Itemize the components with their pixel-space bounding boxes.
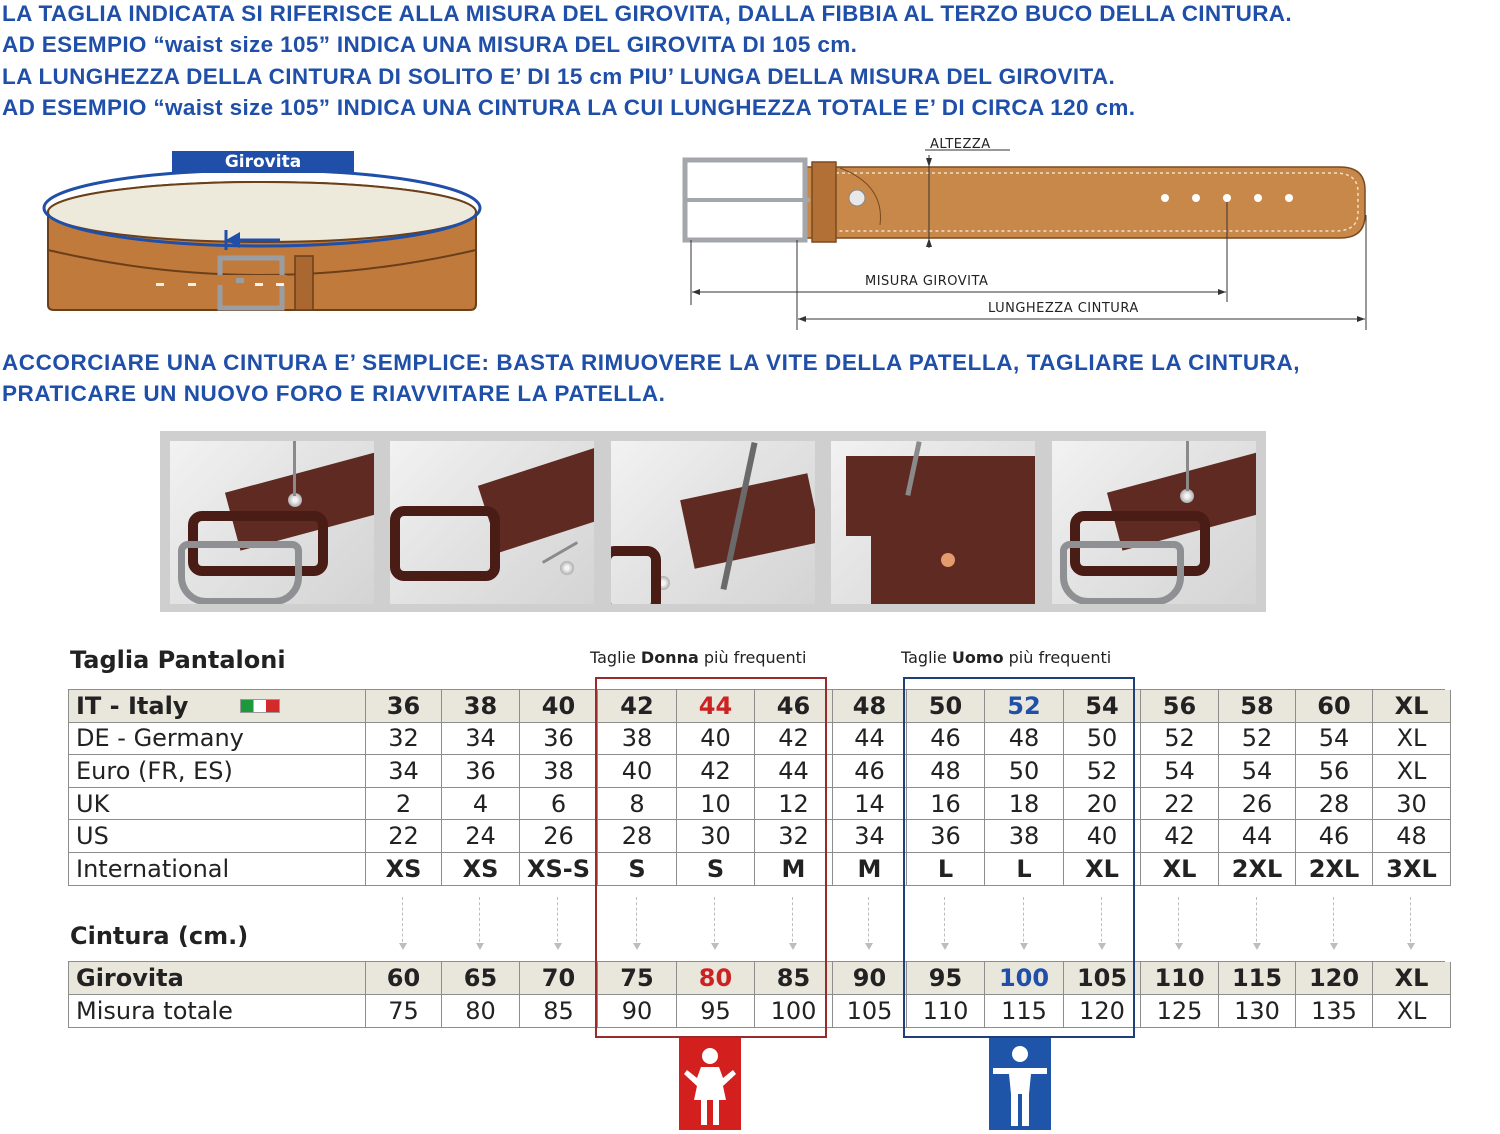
table-cell: XL	[1373, 723, 1451, 756]
down-arrow-icon	[1410, 897, 1411, 947]
down-arrow-icon	[792, 897, 793, 947]
row-label	[69, 755, 366, 788]
arrow-head-icon	[633, 943, 641, 950]
table-cell: 65	[442, 962, 520, 995]
table-cell: 36	[907, 820, 985, 853]
intro-line-1: LA TAGLIA INDICATA SI RIFERISCE ALLA MISURA DEL GIROVITA, DALLA FIBBIA AL TERZO BUCO DELLA CINTURA.	[2, 1, 1293, 26]
table-cell: 50	[985, 755, 1064, 788]
table-cell: 44	[677, 690, 755, 723]
table-cell: 95	[677, 995, 755, 1028]
table-cell: 38	[598, 723, 677, 756]
table-cell: M	[833, 853, 907, 886]
row-label-text: Euro (FR, ES)	[76, 756, 233, 785]
row-label	[69, 690, 366, 723]
table-cell: 36	[442, 755, 520, 788]
table-cell: 54	[1141, 755, 1219, 788]
row-label	[69, 853, 366, 886]
down-arrow-icon	[402, 897, 403, 947]
table-cell: 36	[520, 723, 598, 756]
row-label-text: Misura totale	[76, 997, 233, 1025]
table-cell: 46	[1296, 820, 1373, 853]
table-cell: 20	[1064, 788, 1141, 821]
step-photo-4	[831, 441, 1035, 604]
table-cell: 100	[755, 995, 833, 1028]
down-arrow-icon	[1256, 897, 1257, 947]
table-cell: 48	[907, 755, 985, 788]
table-cell: L	[907, 853, 985, 886]
table-cell: 38	[442, 690, 520, 723]
down-arrow-icon	[1023, 897, 1024, 947]
table-cell: 4	[442, 788, 520, 821]
table-cell: XL	[1064, 853, 1141, 886]
table-cell: 105	[1064, 962, 1141, 995]
table-cell: 58	[1219, 690, 1296, 723]
table-cell: 52	[1064, 755, 1141, 788]
table-cell: 26	[520, 820, 598, 853]
arrow-head-icon	[1098, 943, 1106, 950]
table-cell: 44	[833, 723, 907, 756]
arrow-head-icon	[476, 943, 484, 950]
table-cell: 22	[366, 820, 442, 853]
table-cell: L	[985, 853, 1064, 886]
row-label	[69, 788, 366, 821]
row-label-text: International	[76, 854, 230, 883]
table-cell: 90	[598, 995, 677, 1028]
table-cell: 54	[1219, 755, 1296, 788]
table-cell: 34	[442, 723, 520, 756]
shorten-line-2: PRATICARE UN NUOVO FORO E RIAVVITARE LA PATELLA.	[2, 381, 666, 406]
table-cell: 38	[520, 755, 598, 788]
intro-line-3: LA LUNGHEZZA DELLA CINTURA DI SOLITO E’ DI 15 cm PIU’ LUNGA DELLA MISURA DEL GIROVITA.	[2, 64, 1116, 89]
table-cell: 14	[833, 788, 907, 821]
arrow-head-icon	[1253, 943, 1261, 950]
row-label-text: US	[76, 822, 109, 851]
table-cell: 30	[677, 820, 755, 853]
table-cell: 32	[366, 723, 442, 756]
table-cell: XL	[1373, 962, 1451, 995]
row-label	[69, 820, 366, 853]
table-cell: 75	[366, 995, 442, 1028]
table-cell: 80	[677, 962, 755, 995]
intro-line-2: AD ESEMPIO “waist size 105” INDICA UNA MISURA DEL GIROVITA DI 105 cm.	[2, 32, 858, 57]
table-cell: 50	[1064, 723, 1141, 756]
table-cell: 130	[1219, 995, 1296, 1028]
table-cell: XS	[366, 853, 442, 886]
table-cell: XL	[1141, 853, 1219, 886]
table-cell: 8	[598, 788, 677, 821]
down-arrow-icon	[1101, 897, 1102, 947]
intro-line-4: AD ESEMPIO “waist size 105” INDICA UNA CINTURA LA CUI LUNGHEZZA TOTALE E’ DI CIRCA 120 cm.	[2, 95, 1136, 120]
arrow-head-icon	[1175, 943, 1183, 950]
step-photo-2	[390, 441, 594, 604]
row-label	[69, 962, 366, 995]
arrow-head-icon	[711, 943, 719, 950]
table-cell: 46	[833, 755, 907, 788]
table-cell: 42	[755, 723, 833, 756]
row-label-text: Girovita	[76, 964, 184, 992]
table-cell: 26	[1219, 788, 1296, 821]
table-cell: 40	[598, 755, 677, 788]
table-cell: 115	[1219, 962, 1296, 995]
down-arrow-icon	[714, 897, 715, 947]
table-cell: 90	[833, 962, 907, 995]
table-cell: 52	[1219, 723, 1296, 756]
table-cell: 6	[520, 788, 598, 821]
table-cell: XS-S	[520, 853, 598, 886]
row-label	[69, 995, 366, 1028]
table-cell: S	[677, 853, 755, 886]
table-cell: 12	[755, 788, 833, 821]
table-cell: 44	[1219, 820, 1296, 853]
arrow-head-icon	[554, 943, 562, 950]
arrow-head-icon	[789, 943, 797, 950]
table-cell: 2	[366, 788, 442, 821]
arrow-head-icon	[1330, 943, 1338, 950]
row-label-text: UK	[76, 789, 110, 818]
down-arrow-icon	[557, 897, 558, 947]
italy-flag-icon	[240, 699, 280, 713]
table-cell: 24	[442, 820, 520, 853]
table-cell: 10	[677, 788, 755, 821]
arrow-head-icon	[865, 943, 873, 950]
row-label	[69, 723, 366, 756]
belt-waist-illustration	[40, 150, 490, 315]
table-cell: 28	[1296, 788, 1373, 821]
table-cell: XL	[1373, 755, 1451, 788]
row-label-text: IT - Italy	[76, 691, 189, 720]
table-cell: 120	[1296, 962, 1373, 995]
table-cell: 105	[833, 995, 907, 1028]
table-cell: 36	[366, 690, 442, 723]
table-cell: 28	[598, 820, 677, 853]
table-cell: XL	[1373, 995, 1451, 1028]
men-note: Taglie Uomo più frequenti	[901, 648, 1112, 667]
table-cell: 56	[1141, 690, 1219, 723]
table-cell: 46	[907, 723, 985, 756]
table-cell: 110	[907, 995, 985, 1028]
table-cell: 52	[1141, 723, 1219, 756]
misura-girovita-label: MISURA GIROVITA	[865, 274, 989, 289]
size-table	[68, 689, 1445, 886]
table-cell: 115	[985, 995, 1064, 1028]
table-cell: 48	[833, 690, 907, 723]
table-cell: XL	[1373, 690, 1451, 723]
down-arrow-icon	[868, 897, 869, 947]
table-cell: 30	[1373, 788, 1451, 821]
table-cell: 32	[755, 820, 833, 853]
table-cell: 100	[985, 962, 1064, 995]
table-cell: 42	[598, 690, 677, 723]
table-cell: 54	[1064, 690, 1141, 723]
table-cell: 3XL	[1373, 853, 1451, 886]
table-cell: 85	[520, 995, 598, 1028]
table-cell: 40	[1064, 820, 1141, 853]
table-cell: 70	[520, 962, 598, 995]
table-cell: 42	[677, 755, 755, 788]
table-cell: 22	[1141, 788, 1219, 821]
step-photo-1	[170, 441, 374, 604]
woman-icon	[679, 1038, 741, 1130]
shortening-steps-photos	[160, 431, 1266, 612]
down-arrow-icon	[944, 897, 945, 947]
table-cell: 110	[1141, 962, 1219, 995]
conversion-arrows	[68, 893, 1444, 959]
table-cell: 34	[366, 755, 442, 788]
man-icon	[989, 1038, 1051, 1130]
table-cell: 75	[598, 962, 677, 995]
arrow-head-icon	[399, 943, 407, 950]
table-cell: 60	[1296, 690, 1373, 723]
down-arrow-icon	[636, 897, 637, 947]
table-cell: 40	[520, 690, 598, 723]
table-cell: 85	[755, 962, 833, 995]
table-cell: 56	[1296, 755, 1373, 788]
table-cell: XS	[442, 853, 520, 886]
table-cell: 52	[985, 690, 1064, 723]
altezza-label: ALTEZZA	[930, 137, 991, 152]
table-cell: 46	[755, 690, 833, 723]
table-cell: 44	[755, 755, 833, 788]
table-cell: 38	[985, 820, 1064, 853]
table-cell: 50	[907, 690, 985, 723]
belt-size-title: Cintura (cm.)	[70, 922, 249, 950]
table-cell: 18	[985, 788, 1064, 821]
table-cell: S	[598, 853, 677, 886]
arrow-head-icon	[1020, 943, 1028, 950]
table-cell: 60	[366, 962, 442, 995]
table-cell: 42	[1141, 820, 1219, 853]
shorten-line-1: ACCORCIARE UNA CINTURA E’ SEMPLICE: BASTA RIMUOVERE LA VITE DELLA PATELLA, TAGLIARE LA CINTURA,	[2, 350, 1301, 375]
arrow-head-icon	[941, 943, 949, 950]
table-cell: 16	[907, 788, 985, 821]
table-cell: 40	[677, 723, 755, 756]
down-arrow-icon	[1178, 897, 1179, 947]
step-photo-3	[611, 441, 815, 604]
trousers-size-title: Taglia Pantaloni	[70, 646, 286, 674]
table-cell: 80	[442, 995, 520, 1028]
table-cell: 54	[1296, 723, 1373, 756]
table-cell: M	[755, 853, 833, 886]
girovita-tab: Girovita	[172, 151, 354, 173]
down-arrow-icon	[479, 897, 480, 947]
table-cell: 34	[833, 820, 907, 853]
step-photo-5	[1052, 441, 1256, 604]
women-note: Taglie Donna più frequenti	[590, 648, 807, 667]
table-cell: 125	[1141, 995, 1219, 1028]
lunghezza-cintura-label: LUNGHEZZA CINTURA	[988, 301, 1139, 316]
arrow-head-icon	[1407, 943, 1415, 950]
table-cell: 2XL	[1219, 853, 1296, 886]
belt-table	[68, 961, 1445, 1028]
table-cell: 120	[1064, 995, 1141, 1028]
table-cell: 135	[1296, 995, 1373, 1028]
table-cell: 2XL	[1296, 853, 1373, 886]
table-cell: 95	[907, 962, 985, 995]
table-cell: 48	[985, 723, 1064, 756]
row-label-text: DE - Germany	[76, 724, 244, 753]
down-arrow-icon	[1333, 897, 1334, 947]
table-cell: 48	[1373, 820, 1451, 853]
